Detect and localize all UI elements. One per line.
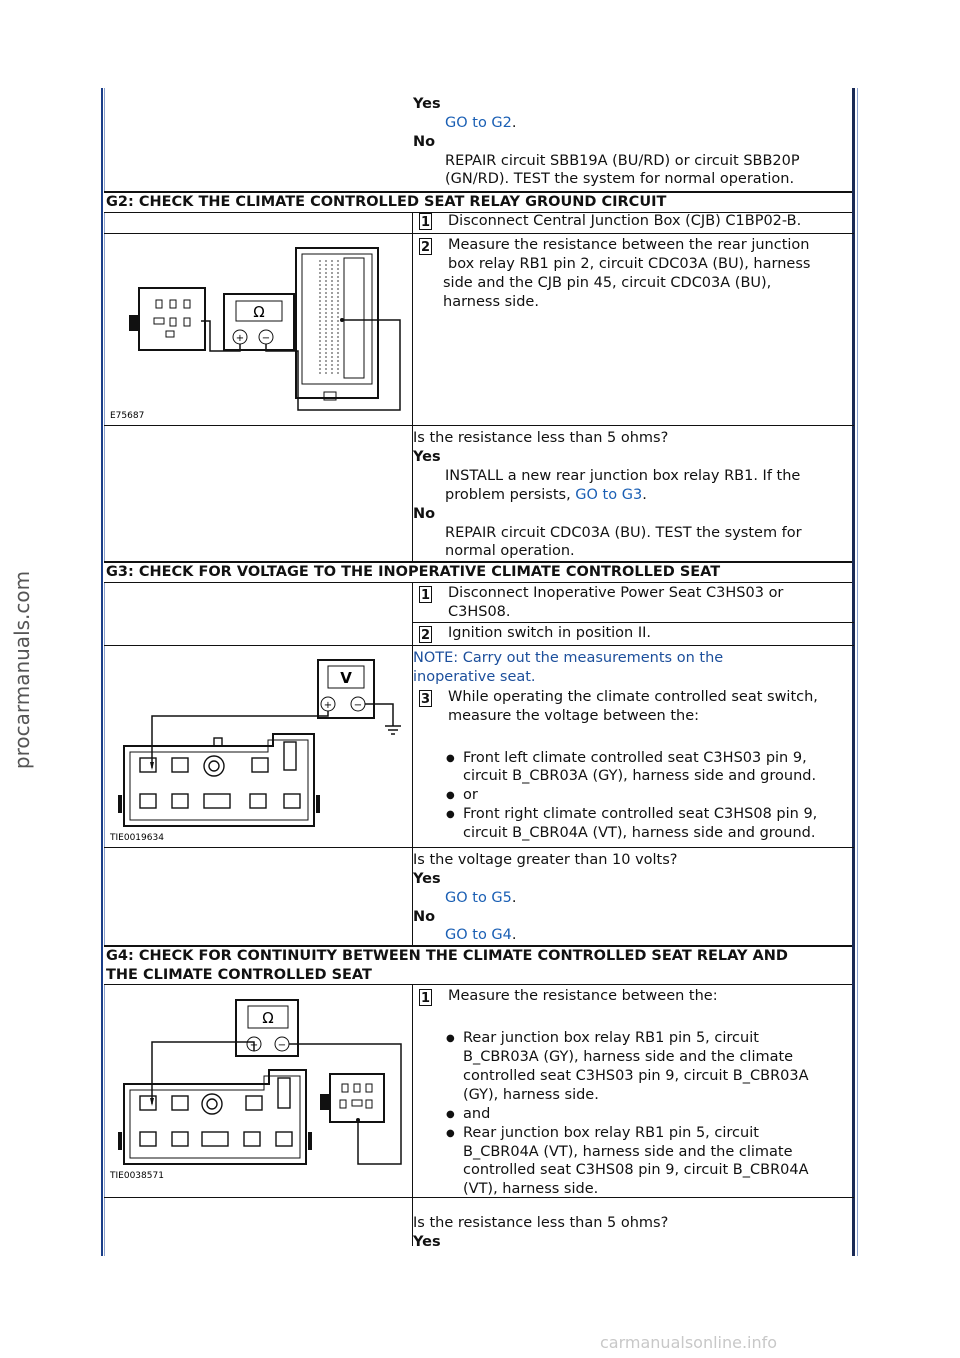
g2-header: G2: CHECK THE CLIMATE CONTROLLED SEAT RELAY GROUND CIRCUIT [104, 191, 852, 213]
step-number: 1 [420, 215, 431, 230]
row-divider [104, 645, 854, 646]
g2-step2-text: Measure the resistance between the rear junction [448, 237, 810, 253]
g3-bullet: circuit B_CBR03A (GY), harness side and ground. [463, 768, 817, 784]
page-frame-left [101, 88, 105, 1256]
no-label: No [413, 134, 436, 150]
g2-step2-text: harness side. [443, 294, 539, 310]
g4-bullet: ● Rear junction box relay RB1 pin 5, circuit [463, 1030, 759, 1046]
g3-bullet: ● Front right climate controlled seat C3HS08 pin 9, [463, 806, 817, 822]
step-number: 1 [420, 588, 431, 603]
svg-text:−: − [353, 700, 363, 711]
g3-no-link[interactable]: GO to G4. [445, 927, 517, 943]
g1-no-text: (GN/RD). TEST the system for normal operation. [445, 171, 795, 187]
g4-bullet: ● and [463, 1106, 490, 1122]
step-number: 2 [420, 628, 431, 643]
svg-text:+: + [235, 333, 245, 344]
seat-connector [124, 1070, 306, 1164]
row-divider [412, 622, 854, 623]
g3-bullet: ● Front left climate controlled seat C3HS03 pin 9, [463, 750, 807, 766]
g4-wiring-diagram [106, 992, 406, 1186]
relay-connector [330, 1074, 384, 1122]
relay-connector [139, 288, 205, 350]
row-divider [104, 847, 854, 848]
svg-text:Ω: Ω [262, 1009, 274, 1027]
g4-bullet: controlled seat C3HS03 pin 9, circuit B_CBR03A [463, 1068, 809, 1084]
g3-step3-text: While operating the climate controlled seat switch, [448, 689, 818, 705]
g3-note: inoperative seat. [413, 669, 536, 685]
svg-text:+: + [249, 1040, 259, 1051]
yes-label: Yes [413, 96, 441, 112]
row-divider [104, 425, 854, 426]
step-number: 1 [420, 991, 431, 1006]
g4-question: Is the resistance less than 5 ohms? [413, 1215, 669, 1231]
g3-step1-text: C3HS08. [448, 604, 511, 620]
side-watermark: procarmanuals.com [10, 570, 34, 770]
row-divider [104, 1197, 854, 1198]
g3-wiring-diagram [106, 650, 406, 844]
svg-text:+: + [323, 700, 333, 711]
page-frame-right [852, 88, 858, 1256]
g2-yes-text: problem persists, GO to G3. [445, 487, 647, 503]
g4-bullet: (VT), harness side. [463, 1181, 599, 1197]
g4-step1-text: Measure the resistance between the: [448, 988, 718, 1004]
g2-yes-link[interactable]: GO to G3 [575, 487, 643, 503]
g3-note: NOTE: Carry out the measurements on the [413, 650, 724, 666]
row-divider [104, 233, 412, 234]
svg-text:−: − [277, 1040, 287, 1051]
g3-yes-link[interactable]: GO to G5. [445, 890, 517, 906]
g4-bullet: controlled seat C3HS08 pin 9, circuit B_CBR04A [463, 1162, 809, 1178]
row-divider [412, 233, 854, 234]
column-divider [412, 213, 413, 1246]
step-number: 3 [420, 692, 431, 707]
g2-no-text: REPAIR circuit CDC03A (BU). TEST the system for [445, 525, 802, 541]
g3-bullet: ● or [463, 787, 478, 803]
g2-step2-text: side and the CJB pin 45, circuit CDC03A (BU), [443, 275, 772, 291]
g4-bullet: (GY), harness side. [463, 1087, 599, 1103]
svg-text:TIE0019634: TIE0019634 [110, 833, 164, 843]
yes-label: Yes [413, 871, 441, 887]
g3-header: G3: CHECK FOR VOLTAGE TO THE INOPERATIVE CLIMATE CONTROLLED SEAT [104, 561, 852, 583]
g4-header: G4: CHECK FOR CONTINUITY BETWEEN THE CLIMATE CONTROLLED SEAT RELAY AND THE CLIMATE CONTROLLED SEAT [104, 945, 852, 985]
g2-wiring-diagram [106, 238, 406, 422]
g2-yes-text: INSTALL a new rear junction box relay RB1. If the [445, 468, 801, 484]
bottom-watermark: carmanualsonline.info [600, 1333, 778, 1352]
step-number: 2 [420, 240, 431, 255]
g3-question: Is the voltage greater than 10 volts? [413, 852, 678, 868]
yes-label: Yes [413, 449, 441, 465]
g3-step3-text: measure the voltage between the: [448, 708, 700, 724]
svg-text:TIE0038571: TIE0038571 [110, 1171, 164, 1181]
g3-step1-text: Disconnect Inoperative Power Seat C3HS03 or [448, 585, 784, 601]
g3-step2-text: Ignition switch in position II. [448, 625, 652, 641]
g2-no-text: normal operation. [445, 543, 575, 559]
g4-bullet: ● Rear junction box relay RB1 pin 5, circuit [463, 1125, 759, 1141]
no-label: No [413, 909, 436, 925]
cjb-connector [296, 248, 378, 398]
svg-text:V: V [340, 669, 352, 687]
yes-label: Yes [413, 1234, 441, 1250]
g3-bullet: circuit B_CBR04A (VT), harness side and ground. [463, 825, 816, 841]
svg-text:E75687: E75687 [110, 411, 145, 421]
g1-no-text: REPAIR circuit SBB19A (BU/RD) or circuit SBB20P [445, 153, 800, 169]
g2-step1-text: Disconnect Central Junction Box (CJB) C1BP02-B. [448, 213, 802, 229]
g2-step2-text: box relay RB1 pin 2, circuit CDC03A (BU), harness [448, 256, 811, 272]
g1-yes-link[interactable]: GO to G2. [445, 115, 517, 131]
svg-text:−: − [261, 333, 271, 344]
g4-bullet: B_CBR03A (GY), harness side and the climate [463, 1049, 794, 1065]
g4-bullet: B_CBR04A (VT), harness side and the climate [463, 1144, 793, 1160]
no-label: No [413, 506, 436, 522]
svg-text:Ω: Ω [253, 303, 265, 321]
g2-question: Is the resistance less than 5 ohms? [413, 430, 669, 446]
